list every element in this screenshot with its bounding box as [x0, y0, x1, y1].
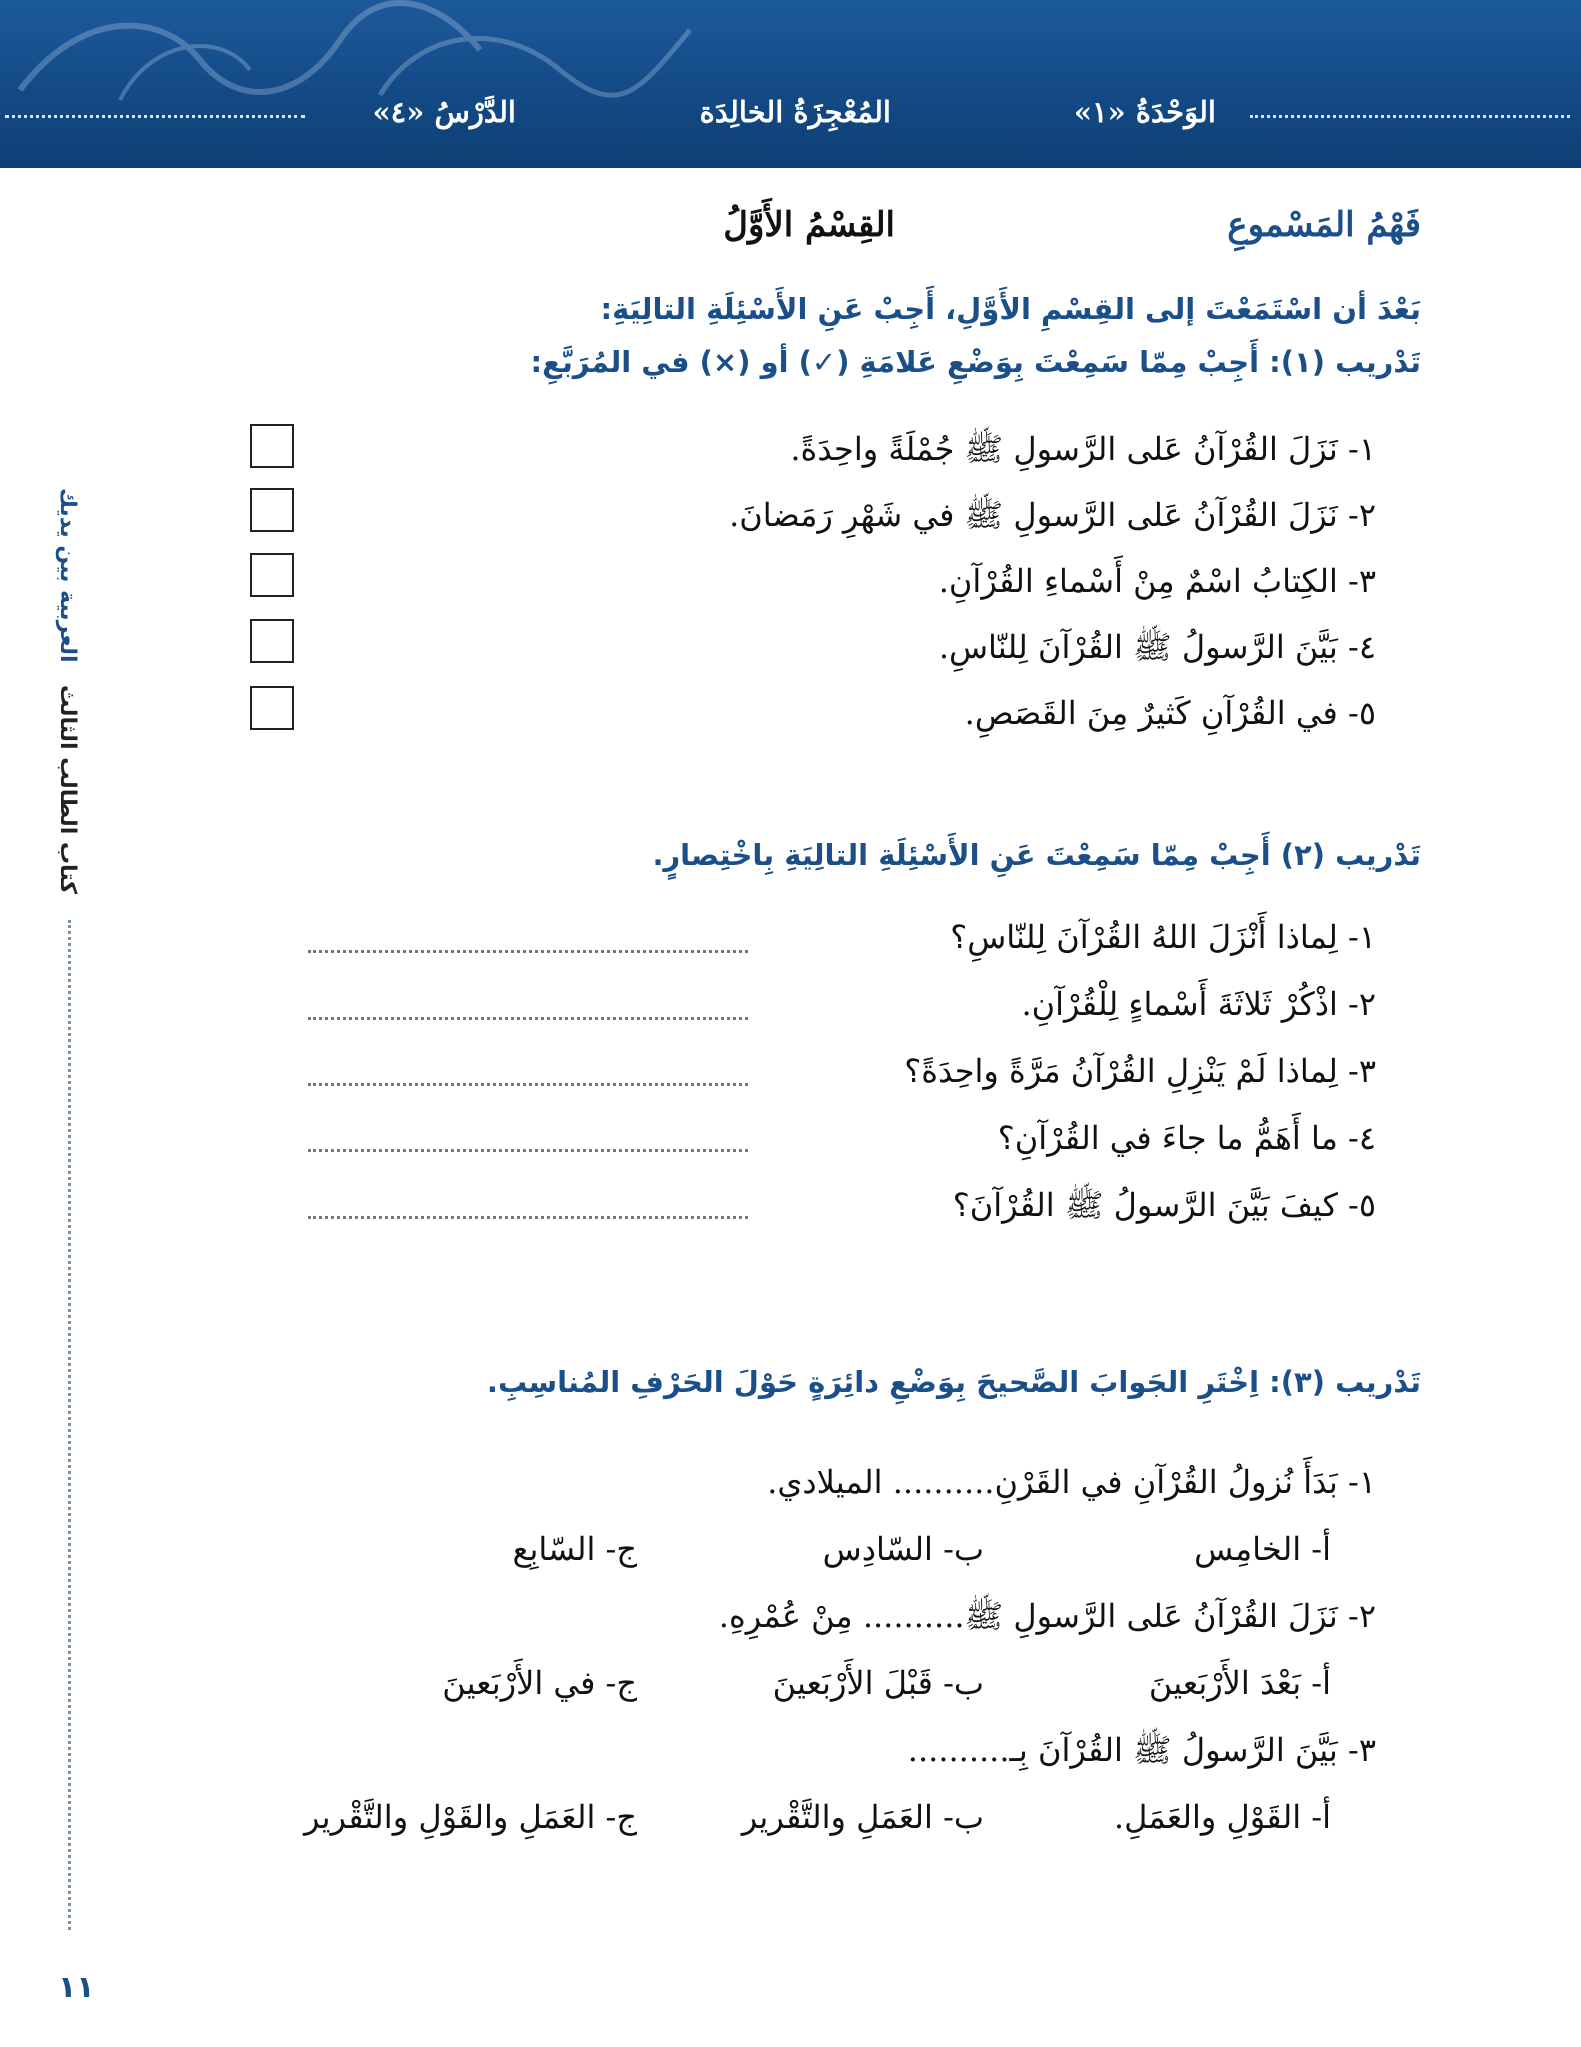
- sidebar-dotted-line: [68, 920, 71, 1930]
- exercise3-q1-option-b[interactable]: ب- السّادِس: [822, 1530, 984, 1568]
- header-dotted-line-right: [1250, 115, 1570, 118]
- intro-instruction: بَعْدَ أن اسْتَمَعْتَ إلى القِسْمِ الأَوَّلِ، أَجِبْ عَنِ الأَسْئِلَةِ التالِيَةِ:: [600, 292, 1421, 326]
- exercise3-title: تَدْريب (٣): اِخْتَرِ الجَوابَ الصَّحيحَ بِوَضْعِ دائِرَةٍ حَوْلَ الحَرْفِ المُناسِبِ.: [486, 1365, 1421, 1399]
- exercise3-q2-option-c[interactable]: ج- في الأَرْبَعينَ: [442, 1664, 637, 1702]
- sidebar-book-title: العربية بين يديك: [55, 488, 80, 663]
- exercise2-answer-line-3[interactable]: [308, 1083, 748, 1086]
- exercise1-item-2: ٢- نَزَلَ القُرْآنُ عَلى الرَّسولِ ﷺ في شَهْرِ رَمَضانَ.: [729, 496, 1376, 534]
- exercise1-item-1: ١- نَزَلَ القُرْآنُ عَلى الرَّسولِ ﷺ جُمْلَةً واحِدَةً.: [790, 430, 1376, 468]
- exercise3-question-3: ٣- بَيَّنَ الرَّسولُ ﷺ القُرْآنَ بِـ..........: [907, 1731, 1376, 1769]
- exercise2-answer-line-1[interactable]: [308, 950, 748, 953]
- exercise2-item-3: ٣- لِماذا لَمْ يَنْزِلِ القُرْآنُ مَرَّةً واحِدَةً؟: [904, 1052, 1376, 1090]
- exercise2-item-1: ١- لِماذا أَنْزَلَ اللهُ القُرْآنَ لِلنّاسِ؟: [950, 918, 1376, 956]
- unit-label: الوَحْدَةُ «١»: [1073, 95, 1216, 129]
- exercise1-item-3: ٣- الكِتابُ اسْمٌ مِنْ أَسْماءِ القُرْآنِ.: [938, 562, 1376, 600]
- exercise1-item-4: ٤- بَيَّنَ الرَّسولُ ﷺ القُرْآنَ لِلنّاسِ.: [938, 628, 1376, 666]
- exercise3-q3-option-a[interactable]: أ- القَوْلِ والعَمَلِ.: [1113, 1798, 1331, 1836]
- exercise3-question-2: ٢- نَزَلَ القُرْآنُ عَلى الرَّسولِ ﷺ.......... مِنْ عُمْرِهِ.: [718, 1597, 1376, 1635]
- exercise3-q3-option-b[interactable]: ب- العَمَلِ والتَّقْرير: [741, 1798, 984, 1836]
- decorative-swirl-icon: [0, 0, 700, 110]
- header-dotted-line-left: [5, 115, 305, 118]
- exercise3-question-1: ١- بَدَأَ نُزولُ القُرْآنِ في القَرْنِ.......... الميلادي.: [767, 1463, 1376, 1501]
- exercise2-title: تَدْريب (٢) أَجِبْ مِمّا سَمِعْتَ عَنِ الأَسْئِلَةِ التالِيَةِ بِاخْتِصارٍ.: [652, 838, 1421, 872]
- exercise1-checkbox-1[interactable]: [250, 424, 294, 468]
- exercise1-checkbox-4[interactable]: [250, 619, 294, 663]
- exercise3-q1-option-c[interactable]: ج- السّابِع: [512, 1530, 637, 1568]
- exercise2-item-5: ٥- كيفَ بَيَّنَ الرَّسولُ ﷺ القُرْآنَ؟: [952, 1186, 1376, 1224]
- exercise3-q3-option-c[interactable]: ج- العَمَلِ والقَوْلِ والتَّقْرير: [303, 1798, 637, 1836]
- exercise2-answer-line-2[interactable]: [308, 1017, 748, 1020]
- exercise1-checkbox-2[interactable]: [250, 488, 294, 532]
- exercise1-item-5: ٥- في القُرْآنِ كَثيرٌ مِنَ القَصَصِ.: [964, 694, 1376, 732]
- page-header: [0, 0, 1581, 168]
- exercise2-item-2: ٢- اذْكُرْ ثَلاثَةَ أَسْماءٍ لِلْقُرْآنِ.: [1021, 985, 1376, 1023]
- exercise3-q2-option-b[interactable]: ب- قَبْلَ الأَرْبَعينَ: [772, 1664, 984, 1702]
- exercise1-title: تَدْريب (١): أَجِبْ مِمّا سَمِعْتَ بِوَضْعِ عَلامَةِ (✓) أو (×) في المُرَبَّعِ:: [530, 345, 1421, 379]
- sidebar-book-subtitle: كتاب الطالب الثالث: [55, 685, 80, 895]
- section-title: فَهْمُ المَسْموعِ: [1227, 205, 1421, 245]
- exercise3-q1-option-a[interactable]: أ- الخامِس: [1194, 1530, 1331, 1568]
- exercise1-checkbox-5[interactable]: [250, 686, 294, 730]
- exercise3-q2-option-a[interactable]: أ- بَعْدَ الأَرْبَعينَ: [1148, 1664, 1331, 1702]
- lesson-label: الدَّرْسُ «٤»: [372, 95, 516, 129]
- exercise1-checkbox-3[interactable]: [250, 553, 294, 597]
- lesson-title: المُعْجِزَةُ الخالِدَة: [699, 95, 891, 129]
- exercise2-answer-line-5[interactable]: [308, 1216, 748, 1219]
- exercise2-answer-line-4[interactable]: [308, 1149, 748, 1152]
- exercise2-item-4: ٤- ما أَهَمُّ ما جاءَ في القُرْآنِ؟: [997, 1119, 1376, 1157]
- section-part: القِسْمُ الأَوَّلُ: [723, 205, 895, 245]
- page-number: ١١: [58, 1970, 95, 2005]
- header-row: [0, 95, 1581, 139]
